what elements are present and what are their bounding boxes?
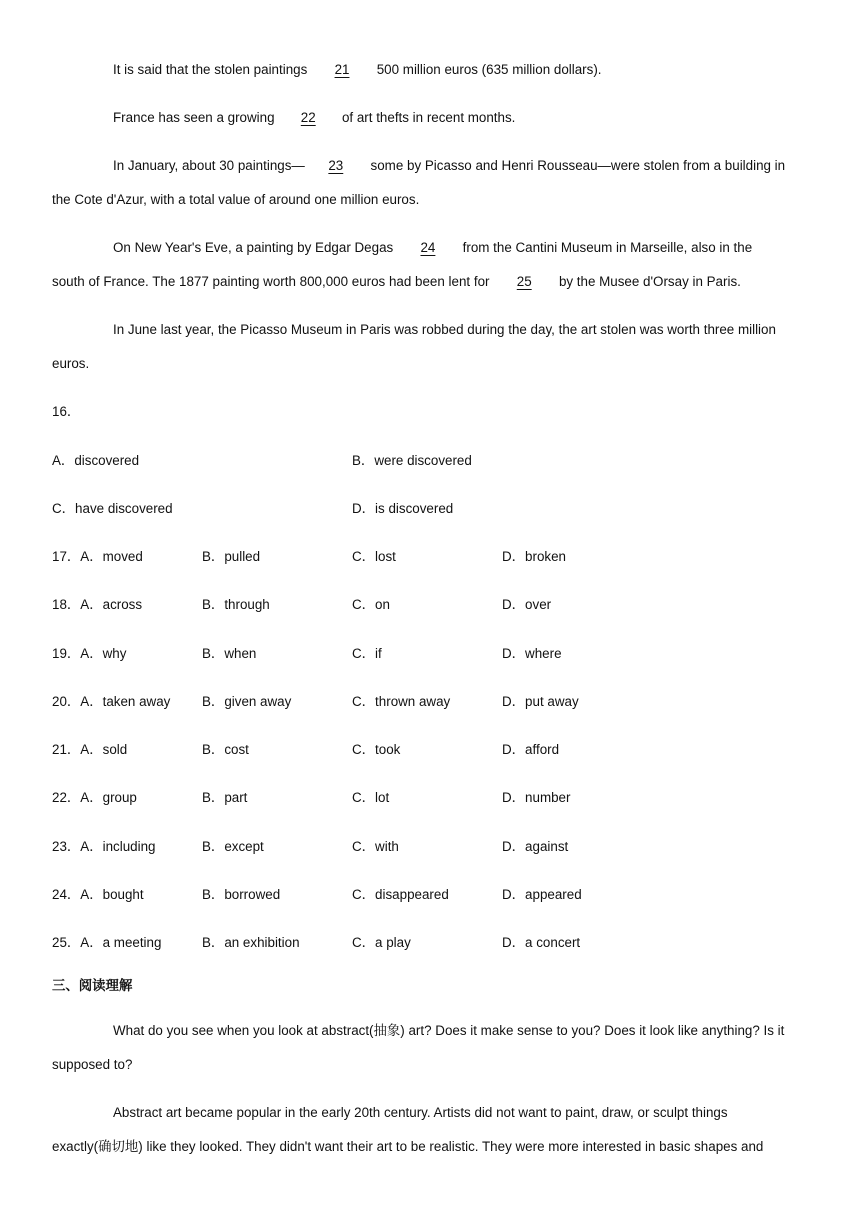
question-row-label bbox=[52, 548, 143, 566]
option-b: B．pulled bbox=[202, 549, 261, 564]
option-a: A．bought bbox=[80, 887, 144, 902]
option-c: C．have discovered bbox=[52, 501, 173, 516]
option-a: A．across bbox=[80, 597, 143, 612]
option-d: D．appeared bbox=[502, 887, 582, 902]
question-row-label bbox=[52, 838, 155, 856]
option-b: B．an exhibition bbox=[202, 935, 300, 950]
question-row-label bbox=[52, 645, 126, 663]
passage-line: In June last year, the Picasso Museum in Paris was robbed during the day, the art stolen was worth three million bbox=[113, 322, 776, 337]
passage-line: supposed to? bbox=[52, 1057, 133, 1072]
passage-line: What do you see when you look at abstract(抽象) art? Does it make sense to you? Does it look like anything? Is it bbox=[113, 1023, 785, 1038]
text: France has seen a growing bbox=[113, 110, 279, 125]
blank-23: 23 bbox=[328, 158, 344, 173]
text: In January, about 30 paintings— bbox=[113, 158, 305, 173]
section-heading: 三、阅读理解 bbox=[52, 979, 133, 994]
option-b: B．given away bbox=[202, 694, 292, 709]
passage-line bbox=[113, 61, 602, 79]
question-row-label bbox=[52, 596, 142, 614]
text: It is said that the stolen paintings bbox=[113, 62, 312, 77]
option-b: B．through bbox=[202, 597, 270, 612]
option-c: C．on bbox=[352, 597, 390, 612]
option-b: B．were discovered bbox=[352, 453, 472, 468]
passage-line bbox=[113, 109, 515, 127]
question-number: 21． bbox=[52, 742, 81, 757]
text: some by Picasso and Henri Rousseau—were stolen from a building in bbox=[366, 158, 786, 173]
question-number: 24． bbox=[52, 887, 81, 902]
passage-line bbox=[113, 239, 752, 257]
option-b: B．except bbox=[202, 839, 264, 854]
question-row-label bbox=[52, 789, 137, 807]
passage-line: euros. bbox=[52, 356, 90, 371]
passage-line: the Cote d'Azur, with a total value of around one million euros. bbox=[52, 192, 420, 207]
option-d: D．is discovered bbox=[352, 501, 454, 516]
option-a: A．why bbox=[80, 646, 127, 661]
option-c: C．if bbox=[352, 646, 382, 661]
option-d: D．afford bbox=[502, 742, 560, 757]
option-d: D．against bbox=[502, 839, 569, 854]
question-number: 19． bbox=[52, 646, 81, 661]
option-b: B．cost bbox=[202, 742, 249, 757]
text: of art thefts in recent months. bbox=[338, 110, 516, 125]
option-d: D．number bbox=[502, 790, 571, 805]
question-number: 22． bbox=[52, 790, 81, 805]
option-a: A．group bbox=[80, 790, 137, 805]
option-c: C．lot bbox=[352, 790, 390, 805]
text: by the Musee d'Orsay in Paris. bbox=[555, 274, 741, 289]
question-number: 18． bbox=[52, 597, 81, 612]
option-d: D．where bbox=[502, 646, 562, 661]
option-c: C．took bbox=[352, 742, 401, 757]
blank-22: 22 bbox=[300, 110, 316, 125]
option-b: B．borrowed bbox=[202, 887, 281, 902]
text: from the Cantini Museum in Marseille, also in the bbox=[458, 240, 753, 255]
option-d: D．put away bbox=[502, 694, 579, 709]
question-row-label bbox=[52, 741, 127, 759]
option-a: A．including bbox=[80, 839, 156, 854]
question-row-label bbox=[52, 886, 144, 904]
option-a: A．sold bbox=[80, 742, 128, 757]
question-number: 16． bbox=[52, 404, 81, 419]
text: 500 million euros (635 million dollars). bbox=[373, 62, 602, 77]
question-number: 25． bbox=[52, 935, 81, 950]
passage-line bbox=[52, 273, 741, 291]
option-c: C．a play bbox=[352, 935, 411, 950]
text: south of France. The 1877 painting worth 800,000 euros had been lent for bbox=[52, 274, 494, 289]
blank-24: 24 bbox=[420, 240, 436, 255]
option-a: A．a meeting bbox=[80, 935, 162, 950]
text: On New Year's Eve, a painting by Edgar Degas bbox=[113, 240, 397, 255]
blank-25: 25 bbox=[516, 274, 532, 289]
option-d: D．over bbox=[502, 597, 552, 612]
question-row-label bbox=[52, 693, 170, 711]
option-a: A．moved bbox=[80, 549, 143, 564]
option-a: A．taken away bbox=[80, 694, 171, 709]
question-number: 17． bbox=[52, 549, 81, 564]
option-d: D．a concert bbox=[502, 935, 581, 950]
passage-line bbox=[113, 157, 785, 175]
passage-line: exactly(确切地) like they looked. They didn't want their art to be realistic. They were more interested in basic shapes and bbox=[52, 1139, 764, 1154]
question-number: 23． bbox=[52, 839, 81, 854]
question-row-label bbox=[52, 934, 161, 952]
option-b: B．part bbox=[202, 790, 248, 805]
option-a: A．discovered bbox=[52, 453, 140, 468]
option-c: C．disappeared bbox=[352, 887, 449, 902]
option-c: C．thrown away bbox=[352, 694, 451, 709]
passage-line: Abstract art became popular in the early 20th century. Artists did not want to paint, draw, or sculpt things bbox=[113, 1105, 728, 1120]
option-c: C．lost bbox=[352, 549, 396, 564]
option-b: B．when bbox=[202, 646, 257, 661]
question-number: 20． bbox=[52, 694, 81, 709]
option-d: D．broken bbox=[502, 549, 567, 564]
blank-21: 21 bbox=[334, 62, 350, 77]
option-c: C．with bbox=[352, 839, 399, 854]
